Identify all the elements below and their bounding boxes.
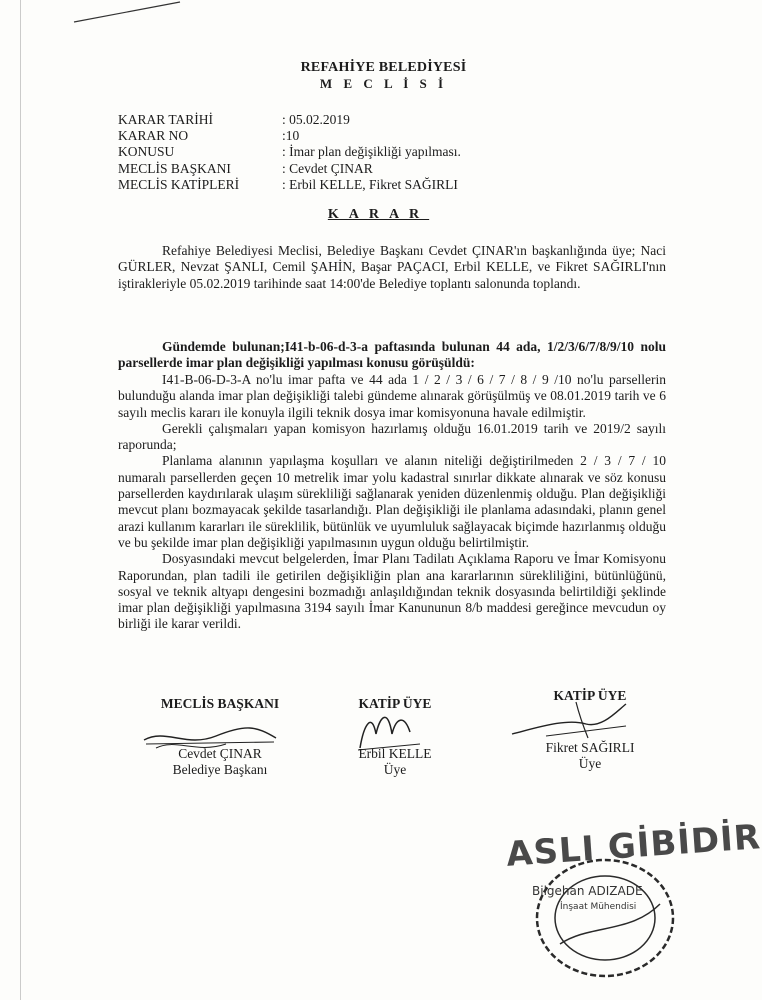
- signature-clerk-2: [520, 688, 660, 772]
- signature-title: KATİP ÜYE: [553, 688, 627, 703]
- stamp-inner-text: İnşaat Mühendisi: [560, 902, 637, 912]
- paragraph-4: Dosyasındaki mevcut belgelerden, İmar Planı Tadilatı Açıklama Raporu ve İmar Komisyonu Raporundan, plan tadili ile getirilen değişikliğin plan ana kararlarının sürekliliğini, bütünlüğünü, sosyal ve teknik altyapı dengesini bozmadığı anlaşıldığından teknik dosyasında belirtildiği şeklinde imar plan değişikliği yapılmasına 3194 sayılı İmar Kanununun 8/b maddesi gereğince mevcudun oy birliği ile karar verildi.: [118, 551, 666, 632]
- paragraph-3: Planlama alanının yapılaşma koşulları ve alanın niteliği değiştirilmeden 2 / 3 / 7 / 10 numaralı parsellerden geçen 10 metrelik imar yolu kadastral sınırlar dikkate alınarak ve söz konusu parsellerden kaydırılarak ulaşım sürekliliği sağlanarak yeniden düzenlenmiş olduğu. Plan değişikliği mevcut planı bozmayacak şekilde tasarlandığı. Plan değişikliği ile planlama adasındaki, planın genel arazi kullanım kararları ile süreklilik, bütünlük ve uyumluluk sağlayacak biçimde hazırlanmış olduğu ve bu şekilde imar plan değişikliği yapılmasının uygun olduğu belirtilmiştir.: [118, 453, 666, 550]
- meta-label: MECLİS BAŞKANI: [118, 160, 231, 176]
- meta-label: KARAR NO: [118, 128, 189, 144]
- meta-label: MECLİS KATİPLERİ: [118, 176, 240, 192]
- signature-role: Üye: [383, 762, 407, 777]
- paragraph-2: Gerekli çalışmaları yapan komisyon hazırlamış olduğu 16.01.2019 tarih ve 2019/2 sayılı raporunda;: [118, 420, 666, 453]
- meta-value: : Erbil KELLE, Fikret SAĞIRLI: [282, 176, 458, 192]
- agenda-paragraph: Gündemde bulunan;I41-b-06-d-3-a paftasında bulunan 44 ada, 1/2/3/6/7/8/9/10 nolu parsellerde imar plan değişikliği yapılması konusu görüşüldü:: [118, 339, 666, 371]
- meta-value: : Cevdet ÇINAR: [282, 160, 373, 176]
- meta-row-chair: [118, 161, 461, 177]
- decision-body: [118, 372, 666, 633]
- paragraph-1: I41-B-06-D-3-A no'lu imar pafta ve 44 ada 1 / 2 / 3 / 6 / 7 / 8 / 9 /10 no'lu parsellerin bulunduğu alanda imar plan değişikliği talebi gündeme alınarak görüşülmüş ve 08.01.2019 tarih ve 6 sayılı meclis kararı ile konuyla ilgili teknik dosya imar komisyonuna havale edilmiştir.: [118, 372, 666, 420]
- signature-role: Belediye Başkanı: [172, 762, 268, 777]
- certified-copy-stamp: [504, 817, 762, 988]
- scan-edge-line: [20, 0, 21, 1000]
- meta-label: KONUSU: [118, 144, 175, 160]
- decision-heading: KARAR: [327, 207, 430, 222]
- meta-label: KARAR TARİHİ: [118, 112, 214, 127]
- meta-row-number: [118, 128, 461, 144]
- meta-row-clerks: [118, 177, 461, 193]
- stamp-text: ASLI GİBİDİR: [504, 817, 762, 875]
- meta-row-date: [118, 112, 461, 128]
- signature-name: Erbil KELLE: [358, 746, 432, 761]
- scan-corner-artifact: [70, 0, 190, 30]
- intro-paragraph: Refahiye Belediyesi Meclisi, Belediye Başkanı Cevdet ÇINAR'ın başkanlığında üye; Naci GÜRLER, Nevzat ŞANLI, Cemil ŞAHİN, Başar PAÇACI, Erbil KELLE, ve Fikret SAĞIRLI'nın iştirakleriyle 05.02.2019 tarihinde saat 14:00'de Belediye toplantı salonunda toplandı.: [118, 243, 666, 291]
- decision-meta: [118, 112, 461, 193]
- signature-title: KATİP ÜYE: [358, 696, 432, 711]
- council-title: M E C L İ S İ: [319, 76, 448, 91]
- handwritten-signature: [136, 718, 286, 758]
- meta-value: : 05.02.2019: [282, 112, 350, 127]
- municipality-title: REFAHİYE BELEDİYESİ: [300, 60, 467, 75]
- signature-name: Cevdet ÇINAR: [178, 746, 262, 761]
- meta-value: : İmar plan değişikliği yapılması.: [282, 144, 461, 160]
- handwritten-signature: [350, 704, 430, 754]
- signature-role: Üye: [578, 756, 602, 771]
- signature-chair: [140, 696, 300, 778]
- stamp-signer: Bilgehan ADIZADE: [532, 884, 643, 898]
- meta-row-subject: [118, 144, 461, 160]
- signature-clerk-1: [330, 696, 460, 778]
- round-seal-icon: [530, 854, 680, 984]
- signature-name: Fikret SAĞIRLI: [545, 740, 635, 755]
- meta-value: :10: [282, 128, 300, 144]
- handwritten-signature: [506, 698, 646, 742]
- signature-title: MECLİS BAŞKANI: [160, 696, 280, 711]
